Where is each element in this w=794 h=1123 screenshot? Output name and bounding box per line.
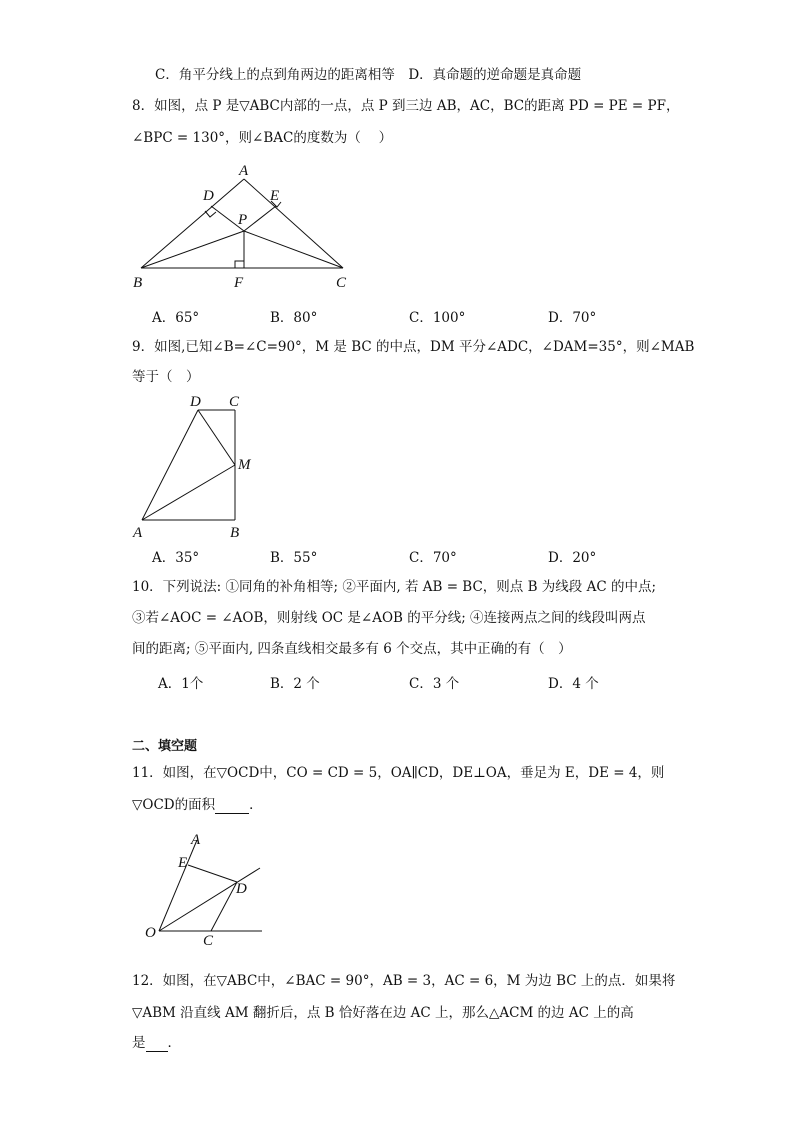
q8-label-D: D (203, 188, 214, 204)
section-title-fill-in: 二、填空题 (132, 739, 198, 754)
q8-figure (128, 160, 368, 295)
q11-figure (140, 825, 270, 950)
q9-option-a: A．35° (152, 550, 200, 566)
q9-label-B: B (230, 525, 240, 540)
q8-label-A: A (239, 163, 249, 179)
q9-figure (128, 390, 268, 540)
q9-label-M: M (238, 457, 251, 473)
q10-option-a: A．1个 (158, 676, 204, 692)
q11-label-E: E (178, 855, 188, 871)
q11-stem-line1: 11．如图，在▽OCD中，CO = CD = 5，OA∥CD，DE⊥OA，垂足为 E，DE = 4，则 (132, 765, 665, 781)
q12-stem-line2: ▽ABM 沿直线 AM 翻折后，点 B 恰好落在边 AC 上，那么△ACM 的边 AC 上的高 (132, 1005, 634, 1021)
q8-seg-AC (244, 179, 343, 268)
q11-label-D: D (236, 881, 247, 897)
q8-label-P: P (238, 212, 248, 228)
q11-ray-OA (159, 840, 197, 931)
q11-seg-DE (188, 865, 237, 882)
q10-stem-line2: ③若∠AOC = ∠AOB，则射线 OC 是∠AOB 的平分线; ④连接两点之间的线段叫两点 (132, 610, 646, 626)
q8-stem-line2: ∠BPC = 130°，则∠BAC的度数为（ ） (132, 130, 393, 146)
q9-option-c: C．70° (409, 550, 457, 566)
q11-label-O: O (145, 925, 156, 941)
q8-label-F: F (234, 275, 244, 291)
q8-option-b: B．80° (270, 310, 318, 326)
q10-option-d: D．4 个 (548, 676, 599, 692)
q8-right-angle-F (235, 261, 244, 268)
q8-seg-CP (244, 231, 343, 268)
q8-label-C: C (336, 275, 347, 291)
q11-label-A: A (191, 832, 201, 848)
q8-label-B: B (133, 275, 143, 291)
q11-seg-CD (211, 882, 237, 931)
q7-options-tail: C．角平分线上的点到角两边的距离相等 D．真命题的逆命题是真命题 (155, 67, 582, 83)
q8-seg-BP (141, 231, 244, 268)
q8-option-d: D．70° (548, 310, 597, 326)
q12-stem-line3-text: 是 (132, 1035, 146, 1051)
q11-answer-blank[interactable] (215, 799, 249, 814)
q11-label-C: C (203, 933, 214, 949)
q11-stem-line2-text: ▽OCD的面积 (132, 797, 216, 813)
q9-label-C: C (229, 394, 240, 410)
q9-label-D: D (190, 394, 201, 410)
q8-option-c: C．100° (409, 310, 466, 326)
q8-seg-AB (141, 179, 244, 268)
q12-stem-line3 (132, 1034, 181, 1052)
q9-stem-line1: 9．如图,已知∠B=∠C=90°，M 是 BC 的中点，DM 平分∠ADC，∠DAM=35°，则∠MAB (132, 339, 695, 355)
q9-label-A: A (133, 525, 143, 540)
q9-option-b: B．55° (270, 550, 318, 566)
q9-option-d: D．20° (548, 550, 597, 566)
q12-answer-blank[interactable] (146, 1037, 168, 1052)
q10-stem-line3: 间的距离; ⑤平面内, 四条直线相交最多有 6 个交点，其中正确的有（ ） (132, 641, 572, 657)
q8-stem-line1: 8．如图，点 P 是▽ABC内部的一点，点 P 到三边 AB，AC，BC的距离 PD = PE = PF， (132, 98, 680, 114)
q10-stem-line1: 10．下列说法: ①同角的补角相等; ②平面内, 若 AB = BC，则点 B 为线段 AC 的中点; (132, 579, 657, 595)
q12-stem-line1: 12．如图，在▽ABC中，∠BAC = 90°，AB = 3，AC = 6，M 为边 BC 上的点．如果将 (132, 973, 676, 989)
q9-seg-DM (198, 410, 235, 465)
q10-option-c: C．3 个 (409, 676, 460, 692)
q10-option-b: B．2 个 (270, 676, 320, 692)
q11-stem-line2 (132, 796, 263, 814)
q11-ray-OD (159, 868, 260, 931)
q12-stem-line3-end: ． (167, 1035, 181, 1051)
q9-stem-line2: 等于（ ） (132, 369, 200, 385)
q8-option-a: A．65° (152, 310, 200, 326)
q11-stem-line2-end: ． (249, 797, 263, 813)
q8-seg-PE (244, 206, 276, 231)
q8-label-E: E (270, 188, 280, 204)
